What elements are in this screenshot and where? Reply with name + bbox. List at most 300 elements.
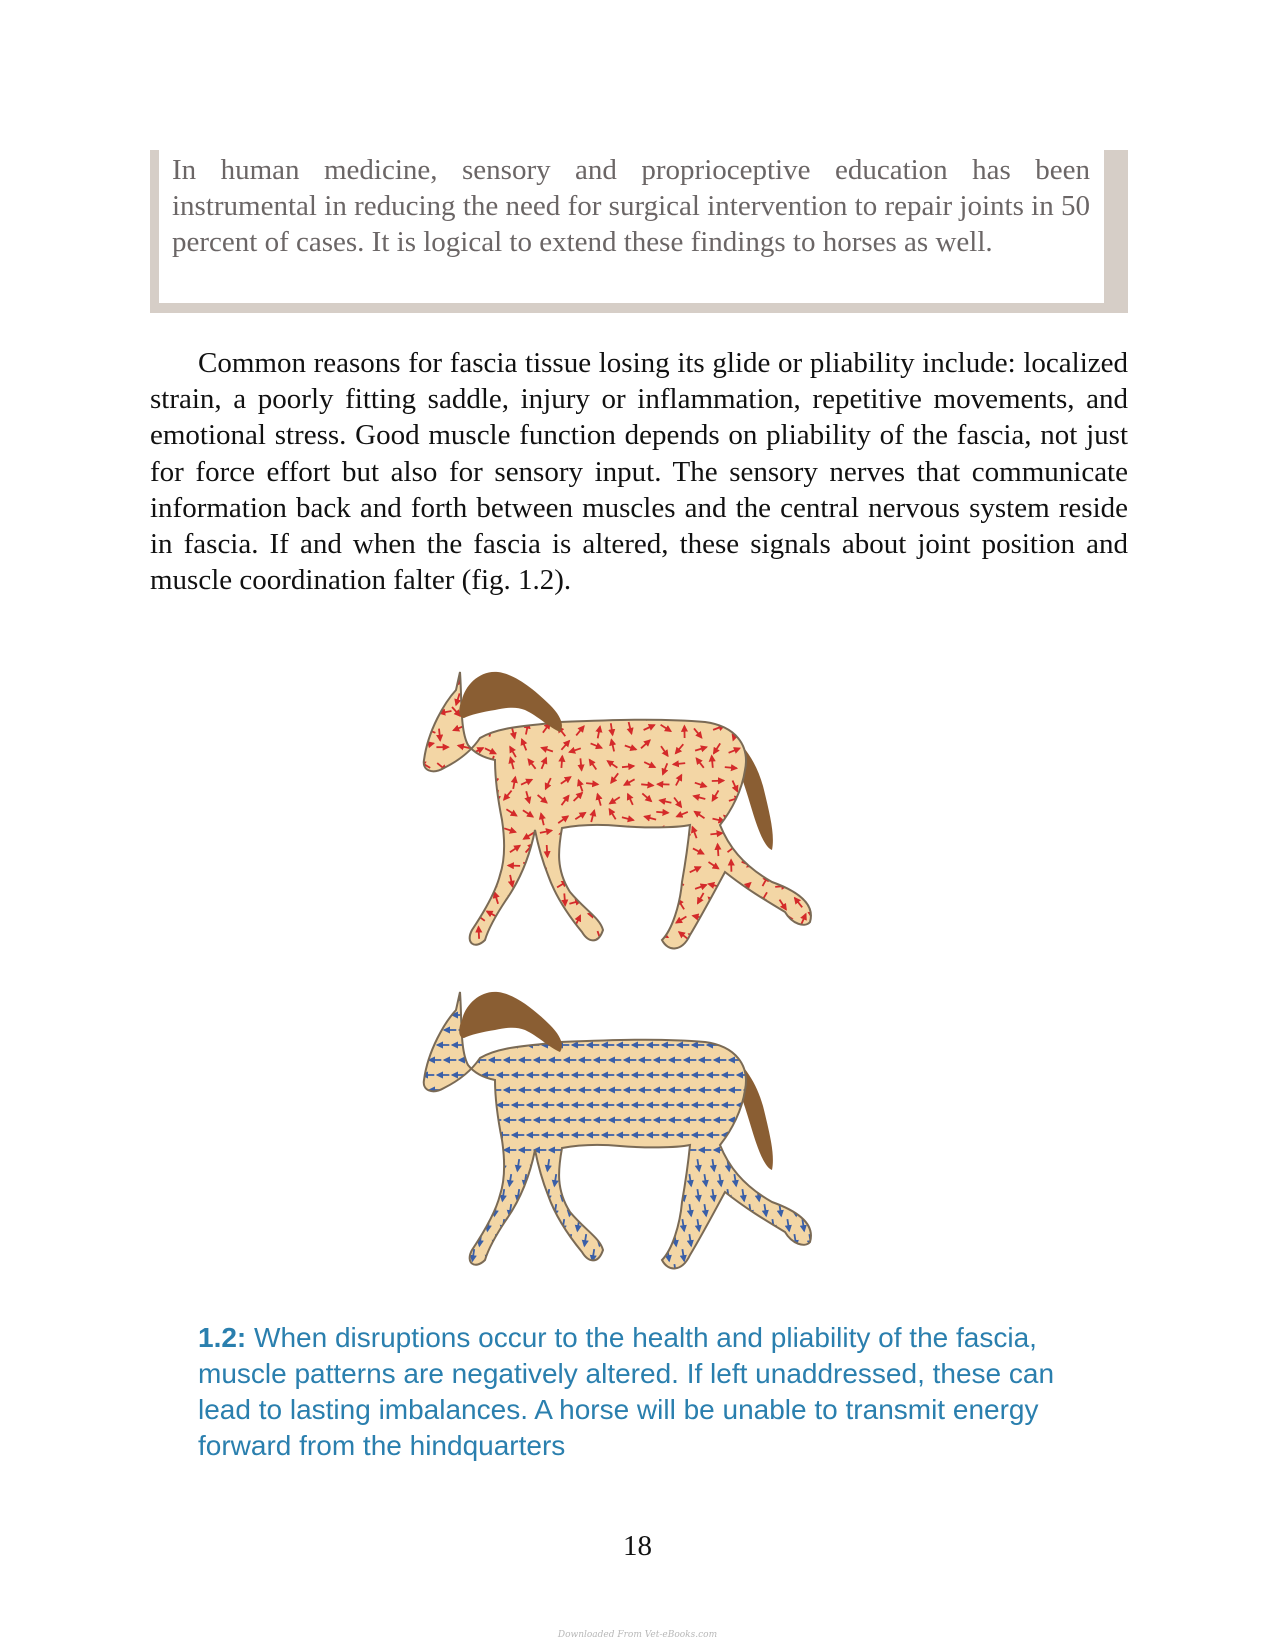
fascia-arrow [624, 676, 628, 687]
fascia-arrow [599, 1204, 601, 1216]
fascia-arrow [449, 1174, 451, 1186]
fascia-arrow [800, 705, 802, 717]
fascia-arrow [543, 929, 549, 939]
fascia-arrow [728, 695, 739, 700]
fascia-arrow [612, 706, 618, 716]
fascia-arrow [665, 875, 669, 886]
fascia-arrow [508, 710, 514, 721]
fascia-arrow [452, 849, 462, 855]
fascia-arrow [743, 913, 752, 921]
fascia-arrow [782, 844, 790, 853]
fascia-arrow [766, 739, 771, 750]
fascia-arrow [590, 846, 597, 856]
fascia-arrow [564, 893, 565, 905]
horse-mane [459, 672, 562, 732]
fascia-arrow [611, 690, 612, 702]
horse-aligned-fascia-illustration [420, 980, 860, 1280]
fascia-arrow [559, 922, 571, 923]
fascia-arrow [542, 893, 544, 905]
fascia-arrow [772, 1189, 774, 1201]
fascia-arrow [595, 710, 603, 719]
fascia-arrow [746, 692, 748, 704]
fascia-arrow [749, 1234, 751, 1246]
fascia-arrow [420, 715, 428, 720]
fascia-arrow [781, 778, 791, 784]
fascia-arrow [559, 705, 562, 717]
fascia-arrow [489, 717, 501, 718]
fascia-arrow [592, 1219, 594, 1231]
fascia-arrow [681, 676, 688, 686]
fascia-arrow [723, 681, 734, 686]
fascia-arrow [695, 692, 705, 699]
fascia-arrow [599, 1264, 601, 1276]
fascia-arrow [794, 1174, 796, 1186]
fascia-arrow [757, 1159, 759, 1171]
fascia-arrow [504, 933, 516, 934]
fascia-arrow [814, 739, 816, 751]
fascia-arrow [473, 949, 482, 957]
fascia-arrow [692, 711, 699, 721]
fascia-arrow [457, 1249, 459, 1261]
fascia-arrow [547, 845, 548, 857]
fascia-arrow [815, 797, 817, 809]
fascia-arrow [800, 726, 801, 738]
fascia-arrow [591, 831, 602, 835]
horse-scattered-fascia-illustration [420, 660, 860, 960]
fascia-arrow [734, 1204, 736, 1216]
fascia-arrow [816, 706, 824, 715]
fascia-arrow [517, 1219, 519, 1231]
fascia-arrow [764, 1174, 766, 1186]
fascia-arrow [577, 1249, 579, 1261]
fascia-arrow [815, 861, 819, 872]
fascia-arrow [627, 695, 639, 697]
fascia-arrow [569, 1264, 571, 1276]
fascia-arrow [423, 899, 433, 905]
fascia-arrow [449, 1264, 451, 1276]
fascia-arrow [426, 865, 429, 877]
fascia-arrow [562, 1249, 564, 1261]
fascia-arrow [420, 813, 428, 816]
fascia-arrow [802, 1159, 804, 1171]
fascia-arrow [749, 944, 756, 954]
fascia-arrow [777, 934, 789, 936]
fascia-arrow [544, 881, 545, 893]
fascia-arrow [815, 877, 822, 887]
fascia-arrow [458, 778, 466, 787]
fascia-arrow [487, 829, 496, 837]
fascia-arrow [434, 1234, 436, 1246]
fascia-arrow [561, 690, 562, 702]
fascia-arrow [824, 1204, 826, 1216]
fascia-arrow [474, 777, 481, 787]
fascia-arrow [708, 933, 716, 942]
fascia-arrow [584, 1204, 586, 1216]
fascia-arrow [442, 675, 449, 685]
fascia-arrow [449, 1234, 451, 1246]
fascia-arrow [524, 946, 526, 958]
fascia-arrow [460, 795, 463, 807]
fascia-arrow [562, 860, 566, 871]
fascia-arrow [757, 1219, 759, 1231]
fascia-arrow [674, 1174, 676, 1186]
fascia-arrow [778, 866, 785, 876]
fascia-arrow [614, 1174, 616, 1186]
fascia-arrow [787, 1189, 789, 1201]
fascia-arrow [599, 1174, 601, 1186]
fascia-arrow [427, 1249, 429, 1261]
fascia-arrow [562, 1159, 564, 1171]
caption-label: 1.2: [198, 1322, 247, 1353]
fascia-arrow [574, 848, 579, 859]
fascia-arrow [442, 1219, 444, 1231]
fascia-arrow [661, 868, 673, 872]
fascia-arrow [524, 1264, 526, 1276]
fascia-arrow [524, 879, 530, 889]
fascia-arrow [547, 1249, 549, 1261]
fascia-arrow [494, 865, 499, 876]
fascia-arrow [540, 909, 542, 921]
callout-inner [159, 150, 1104, 303]
fascia-arrow [590, 672, 598, 681]
fascia-arrow [445, 912, 447, 924]
fascia-arrow [719, 1234, 721, 1246]
fascia-arrow [524, 1204, 526, 1216]
fascia-arrow [727, 1249, 729, 1261]
fascia-arrow [718, 844, 719, 856]
fascia-arrow [800, 880, 804, 892]
fascia-arrow [655, 693, 667, 694]
fascia-arrow [745, 937, 757, 940]
fascia-arrow [610, 927, 612, 939]
fascia-arrow [471, 758, 476, 769]
fascia-arrow [464, 1234, 466, 1246]
fascia-arrow [660, 898, 671, 903]
fascia-arrow [817, 1249, 819, 1261]
fascia-arrow [682, 1159, 684, 1171]
horse-mane [459, 992, 562, 1052]
fascia-arrow [526, 895, 527, 907]
fascia-arrow [580, 857, 581, 869]
fascia-arrow [472, 1189, 474, 1201]
fascia-arrow [646, 933, 649, 945]
fascia-arrow [471, 880, 480, 888]
fascia-arrow [614, 1234, 616, 1246]
fascia-arrow [779, 949, 787, 958]
fascia-arrow [625, 916, 637, 918]
fascia-arrow [622, 766, 634, 767]
fascia-arrow [780, 677, 791, 683]
fascia-arrow [775, 708, 786, 713]
fascia-arrow [494, 1264, 496, 1276]
fascia-arrow [809, 1264, 811, 1276]
fascia-arrow [662, 674, 673, 679]
fascia-arrow [761, 945, 766, 956]
fascia-arrow [509, 1234, 511, 1246]
fascia-arrow [659, 1174, 661, 1186]
fascia-arrow [709, 914, 721, 917]
fascia-arrow [798, 774, 799, 786]
fascia-arrow [457, 1189, 459, 1201]
fascia-arrow [662, 913, 668, 924]
fascia-arrow [479, 1174, 481, 1186]
fascia-arrow [678, 708, 685, 718]
fascia-arrow [743, 728, 749, 738]
fascia-arrow [639, 879, 648, 887]
fascia-arrow [712, 1219, 714, 1231]
fascia-arrow [559, 849, 565, 859]
fascia-arrow [491, 955, 503, 957]
callout-text: In human medicine, sensory and proprioceptive education has been instrumental in reducing the need for surgical intervention to repair joints in 50 percent of cases. It is logical to extend these findings to horses as well. [172, 154, 1090, 258]
fascia-arrow [704, 1264, 706, 1276]
fascia-arrow [731, 916, 733, 928]
fascia-arrow [607, 1219, 609, 1231]
fascia-arrow [574, 952, 584, 958]
fascia-arrow [539, 1234, 541, 1246]
fascia-arrow [520, 714, 532, 716]
fascia-arrow [779, 1264, 781, 1276]
fascia-arrow [749, 1174, 751, 1186]
fascia-arrow [817, 1189, 819, 1201]
fascia-arrow [441, 866, 453, 869]
fascia-arrow [532, 1219, 534, 1231]
fascia-arrow [547, 1219, 549, 1231]
fascia-arrow [420, 943, 425, 953]
fascia-arrow [659, 949, 671, 953]
fascia-arrow [798, 697, 809, 702]
fascia-arrow [815, 729, 816, 741]
fascia-arrow [678, 846, 683, 857]
fascia-arrow [557, 936, 568, 941]
fascia-arrow [434, 1264, 436, 1276]
fascia-arrow [574, 832, 585, 836]
fascia-arrow [779, 1174, 781, 1186]
fascia-arrow [577, 1159, 579, 1171]
fascia-arrow [539, 1204, 541, 1216]
fascia-arrow [569, 1174, 571, 1186]
fascia-arrow [561, 756, 562, 768]
fascia-arrow [502, 1249, 504, 1261]
fascia-arrow [759, 930, 770, 934]
fascia-arrow [719, 1204, 721, 1216]
fascia-arrow [727, 882, 738, 886]
fascia-arrow [438, 818, 450, 819]
fascia-arrow [439, 729, 440, 741]
fascia-arrow [615, 673, 618, 685]
fascia-arrow [793, 683, 805, 685]
fascia-arrow [704, 1234, 706, 1246]
fascia-arrow [651, 845, 652, 857]
fascia-arrow [671, 697, 683, 700]
fascia-arrow [612, 832, 622, 838]
body-paragraph: Common reasons for fascia tissue losing its glide or pliability include: localized strain, a poorly fitting saddle, injury or inflammation, repetitive movements, and emotional stress. Good muscle function depends on pliability of the fascia, not just for force effort but also for sensory input. The sensory nerves that communicate information back and forth between muscles and the central nervous system reside in fascia. If and when the fascia is altered, these signals about joint position and muscle coordination falter (fig. 1.2). [150, 347, 1128, 597]
fascia-arrow [580, 878, 583, 890]
fascia-arrow [437, 831, 444, 841]
fascia-arrow [471, 863, 481, 870]
fascia-arrow [592, 1189, 594, 1201]
fascia-arrow [472, 1159, 474, 1171]
fascia-arrow [809, 1204, 811, 1216]
fascia-arrow [659, 844, 661, 856]
fascia-arrow [423, 932, 427, 943]
fascia-arrow [742, 1249, 744, 1261]
fascia-arrow [464, 1264, 466, 1276]
fascia-arrow [472, 1219, 474, 1231]
fascia-arrow [640, 895, 649, 903]
fascia-arrow [623, 902, 634, 908]
fascia-arrow [420, 783, 430, 785]
callout-box [150, 150, 1128, 313]
download-footer: Downloaded From Vet-eBooks.com [557, 1630, 718, 1640]
fascia-arrow [799, 828, 800, 840]
fascia-arrow [794, 815, 801, 825]
fascia-arrow [487, 1189, 489, 1201]
fascia-arrow [642, 675, 646, 687]
fascia-arrow [435, 697, 445, 703]
fascia-arrow [639, 717, 651, 719]
fascia-arrow [796, 928, 806, 934]
fascia-arrow [427, 1189, 429, 1201]
fascia-arrow [571, 699, 583, 702]
fascia-arrow [758, 733, 770, 735]
fascia-arrow [439, 782, 450, 787]
fascia-arrow [591, 863, 600, 871]
fascia-arrow [779, 745, 780, 757]
fascia-arrow [490, 818, 502, 820]
fascia-arrow [479, 1264, 481, 1276]
fascia-arrow [750, 745, 751, 757]
fascia-arrow [643, 921, 655, 924]
fascia-arrow [629, 843, 636, 853]
fascia-arrow [742, 1219, 744, 1231]
fascia-arrow [427, 1219, 429, 1231]
fascia-arrow [544, 677, 551, 687]
fascia-arrow [734, 1234, 736, 1246]
fascia-arrow [719, 1264, 721, 1276]
fascia-arrow [802, 1249, 804, 1261]
fascia-arrow [777, 798, 789, 800]
fascia-arrow [554, 1264, 556, 1276]
fascia-arrow [712, 756, 713, 768]
fascia-arrow [712, 1249, 714, 1261]
fascia-arrow [624, 866, 630, 877]
fascia-arrow [427, 1159, 429, 1171]
fascia-arrow [442, 1189, 444, 1201]
fascia-arrow [467, 732, 479, 734]
fascia-arrow [744, 716, 756, 717]
fascia-arrow [435, 953, 447, 956]
fascia-arrow [674, 1204, 676, 1216]
figure-caption [198, 1320, 1098, 1464]
fascia-arrow [824, 1264, 826, 1276]
fascia-arrow [811, 929, 815, 940]
fascia-arrow [437, 899, 449, 900]
fascia-arrow [697, 1249, 699, 1261]
fascia-arrow [713, 676, 717, 687]
fascia-arrow [659, 1204, 661, 1216]
fascia-arrow [554, 1234, 556, 1246]
fascia-arrow [802, 1189, 804, 1201]
fascia-arrow [659, 1264, 661, 1276]
fascia-arrow [506, 949, 510, 960]
fascia-arrow [457, 1159, 459, 1171]
fascia-arrow [579, 931, 581, 943]
fascia-arrow [450, 920, 462, 924]
fascia-arrow [824, 1174, 826, 1186]
fascia-arrow [559, 671, 565, 682]
fascia-arrow [540, 947, 549, 955]
fascia-arrow [420, 911, 426, 920]
fascia-arrow [726, 899, 731, 910]
fascia-arrow [426, 824, 431, 835]
fascia-arrow [759, 843, 767, 852]
fascia-arrow [812, 825, 816, 836]
fascia-arrow [460, 810, 464, 821]
fascia-arrow [706, 712, 717, 716]
fascia-arrow [798, 843, 806, 852]
fascia-arrow [769, 911, 770, 923]
fascia-arrow [791, 869, 803, 871]
fascia-arrow [742, 1159, 744, 1171]
fascia-arrow [780, 730, 788, 739]
fascia-arrow [580, 758, 581, 770]
fascia-arrow [627, 705, 634, 715]
fascia-arrow [747, 848, 754, 858]
fascia-arrow [572, 679, 582, 686]
fascia-arrow [656, 812, 668, 813]
fascia-arrow [424, 678, 436, 679]
fascia-arrow [464, 1174, 466, 1186]
page-number: 18 [623, 1530, 652, 1562]
fascia-arrow [746, 677, 758, 678]
fascia-arrow [808, 846, 819, 850]
fascia-arrow [817, 1159, 819, 1171]
fascia-arrow [474, 898, 479, 909]
fascia-arrow [457, 932, 468, 937]
fascia-arrow [479, 810, 481, 822]
fascia-arrow [509, 1264, 511, 1276]
fascia-arrow [442, 1249, 444, 1261]
fascia-arrow [608, 893, 614, 903]
fascia-arrow [457, 1219, 459, 1231]
fascia-arrow [439, 798, 451, 799]
fascia-arrow [817, 813, 824, 823]
fascia-arrow [689, 1264, 691, 1276]
fascia-arrow [476, 795, 485, 803]
fascia-arrow [809, 784, 821, 786]
fascia-arrow [667, 1189, 669, 1201]
fascia-arrow [708, 952, 720, 955]
fascia-arrow [809, 1174, 811, 1186]
fascia-arrow [608, 875, 611, 887]
fascia-arrow [479, 1204, 481, 1216]
fascia-arrow [666, 708, 669, 720]
fascia-arrow [764, 695, 770, 706]
fascia-arrow [607, 1189, 609, 1201]
fascia-arrow [627, 877, 630, 889]
fascia-arrow [584, 1264, 586, 1276]
fascia-arrow [455, 764, 466, 768]
fascia-arrow [724, 711, 732, 720]
fascia-arrow [726, 929, 737, 933]
fascia-arrow [784, 759, 787, 771]
fascia-arrow [493, 843, 500, 853]
fascia-arrow [611, 916, 622, 921]
fascia-arrow [787, 1249, 789, 1261]
fascia-arrow [607, 1159, 609, 1171]
fascia-arrow [459, 895, 468, 903]
fascia-arrow [422, 879, 434, 881]
